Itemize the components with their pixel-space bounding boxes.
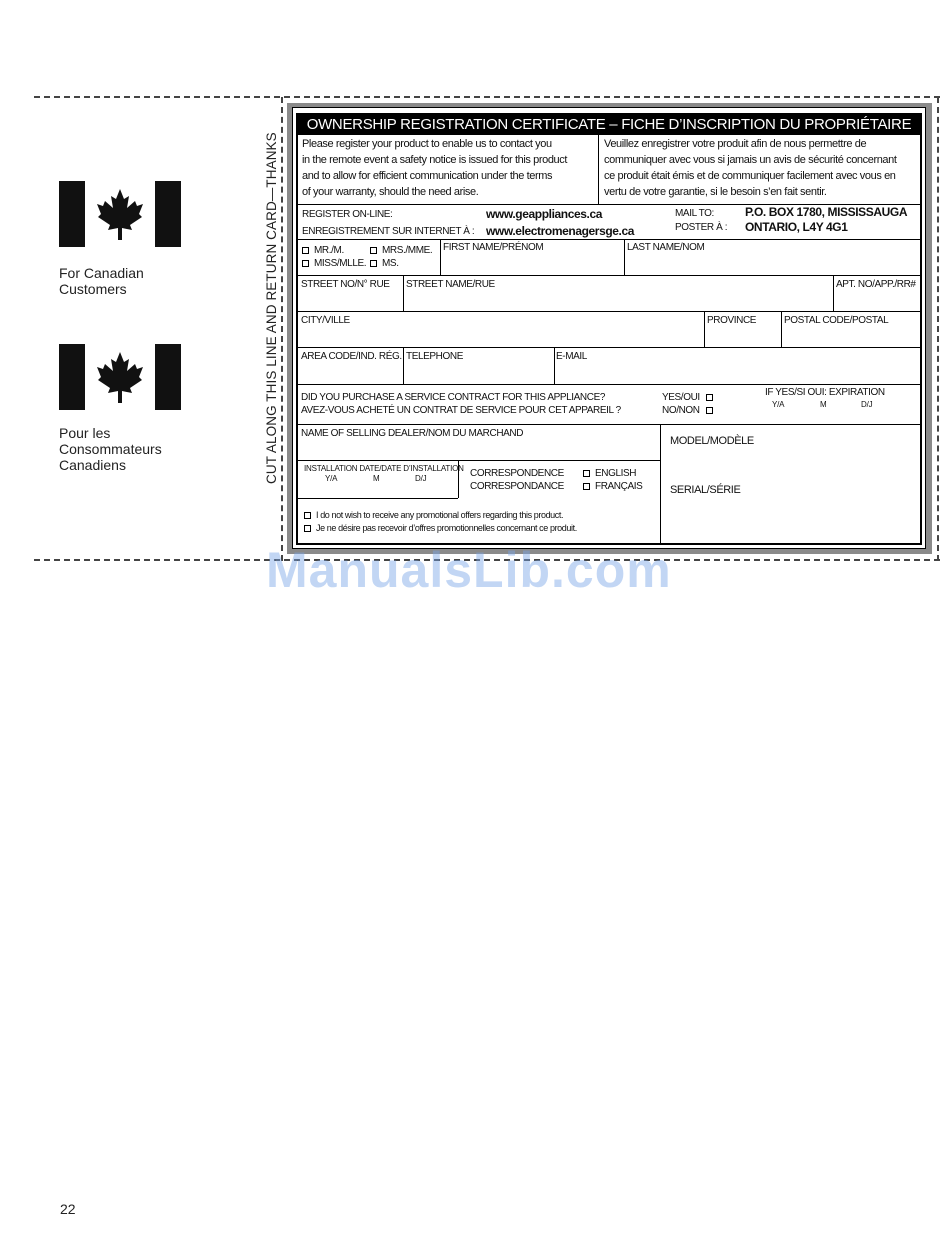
area-code-field[interactable]: AREA CODE/IND. RÉG. [301, 351, 402, 362]
correspondence-label-fr: CORRESPONDANCE [470, 481, 564, 492]
installation-year[interactable]: Y/A [325, 474, 338, 483]
postal-code-field[interactable]: POSTAL CODE/POSTAL [784, 315, 889, 326]
opt-out-checkbox[interactable]: I do not wish to receive any promotional offers regarding this product. [304, 509, 563, 521]
register-online-url-fr[interactable]: www.electromenagersge.ca [486, 224, 635, 238]
registration-form [296, 113, 922, 545]
mail-address-line-1: P.O. BOX 1780, MISSISSAUGA [745, 205, 908, 219]
salutation-mrs-checkbox[interactable]: MRS./MME. [370, 245, 432, 257]
maple-leaf-icon [96, 187, 144, 241]
apt-no-field[interactable]: APT. NO/APP./RR# [836, 279, 916, 290]
email-field[interactable]: E-MAIL [556, 351, 587, 362]
city-field[interactable]: CITY/VILLE [301, 315, 350, 326]
register-online-url[interactable]: www.geappliances.ca [486, 207, 603, 221]
page-number: 22 [60, 1201, 76, 1217]
street-no-field[interactable]: STREET NO/N° RUE [301, 279, 390, 290]
maple-leaf-icon [96, 350, 144, 404]
register-online-label: REGISTER ON-LINE: [302, 209, 393, 220]
installation-month[interactable]: M [373, 474, 380, 483]
cut-instruction: CUT ALONG THIS LINE AND RETURN CARD—THANKS [264, 132, 279, 484]
installation-date-label: INSTALLATION DATE/DATE D’INSTALLATION [304, 464, 464, 473]
expiration-month[interactable]: M [820, 400, 827, 409]
service-contract-no-checkbox[interactable]: NO/NON [662, 405, 718, 417]
card-title: OWNERSHIP REGISTRATION CERTIFICATE – FICHE D’INSCRIPTION DU PROPRIÉTAIRE [298, 115, 920, 135]
correspondence-label: CORRESPONDENCE [470, 468, 564, 479]
last-name-field[interactable]: LAST NAME/NOM [627, 242, 705, 253]
expiration-label: IF YES/SI OUI: EXPIRATION [765, 387, 885, 398]
model-field[interactable]: MODEL/MODÈLE [670, 435, 754, 447]
installation-day[interactable]: D/J [415, 474, 427, 483]
intro-french: Veuillez enregistrer votre produit afin de nous permettre de communiquer avec vous si jamais un avis de sécurité concernant ce produit était émis et de communiquer facilement avec vous en vertu de votre garantie, si le besoin s’en fait sentir. [604, 138, 897, 198]
telephone-field[interactable]: TELEPHONE [406, 351, 463, 362]
salutation-ms-checkbox[interactable]: MS. [370, 258, 399, 270]
salutation-mr-checkbox[interactable]: MR./M. [302, 245, 344, 257]
intro-english: Please register your product to enable us to contact you in the remote event a safety notice is issued for this product and to allow for efficient communication under the terms of your warranty, should the need arise. [302, 138, 568, 198]
cut-line-top [34, 96, 940, 98]
register-online-label-fr: ENREGISTREMENT SUR INTERNET À : [302, 226, 475, 237]
watermark: ManualsLib.com [266, 542, 672, 598]
service-contract-question-fr: AVEZ-VOUS ACHETÉ UN CONTRAT DE SERVICE POUR CET APPAREIL ? [301, 405, 621, 416]
canada-flag-icon [59, 344, 181, 410]
service-contract-yes-checkbox[interactable]: YES/OUI [662, 392, 718, 404]
expiration-day[interactable]: D/J [861, 400, 873, 409]
province-field[interactable]: PROVINCE [707, 315, 757, 326]
street-name-field[interactable]: STREET NAME/RUE [406, 279, 495, 290]
first-name-field[interactable]: FIRST NAME/PRÉNOM [443, 242, 544, 253]
mail-address-line-2: ONTARIO, L4Y 4G1 [745, 220, 848, 234]
mail-to-label: MAIL TO: [675, 208, 714, 219]
caption-french: Pour les Consommateurs Canadiens [59, 425, 162, 473]
service-contract-question: DID YOU PURCHASE A SERVICE CONTRACT FOR THIS APPLIANCE? [301, 392, 606, 403]
cut-line-right [937, 97, 939, 561]
expiration-year[interactable]: Y/A [772, 400, 785, 409]
canada-flag-icon [59, 181, 181, 247]
serial-field[interactable]: SERIAL/SÉRIE [670, 484, 741, 496]
dealer-name-field[interactable]: NAME OF SELLING DEALER/NOM DU MARCHAND [301, 428, 524, 439]
language-english-checkbox[interactable]: ENGLISH [583, 468, 636, 480]
caption-english: For Canadian Customers [59, 265, 144, 297]
cut-line-left [281, 97, 283, 561]
opt-out-checkbox-fr[interactable]: Je ne désire pas recevoir d’offres promotionnelles concernant ce produit. [304, 522, 577, 534]
mail-to-label-fr: POSTER À : [675, 222, 728, 233]
language-french-checkbox[interactable]: FRANÇAIS [583, 481, 642, 493]
salutation-miss-checkbox[interactable]: MISS/MLLE. [302, 258, 366, 270]
